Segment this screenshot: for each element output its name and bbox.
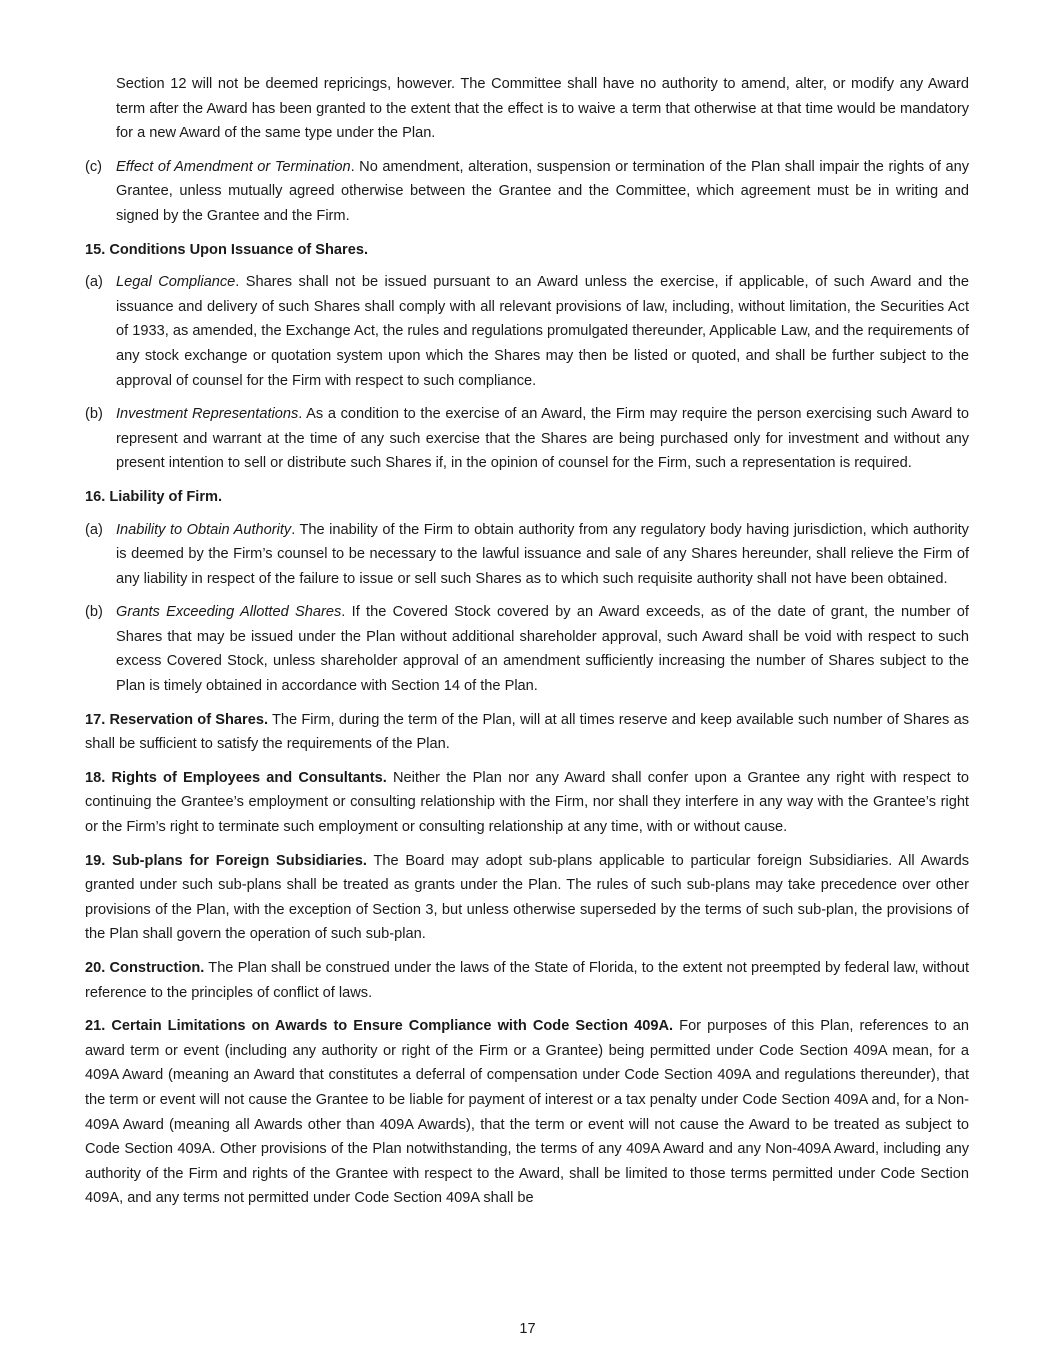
section-text: The Firm, during the term of the Plan, will at all times reserve and keep available such number of Shares as shall be sufficient to satisfy the requirements of the Plan. [85,711,969,753]
item-body [116,155,969,229]
item-text: . As a condition to the exercise of an Award, the Firm may require the person exercising such Award to represent and warrant at the time of any such exercise that the Shares are being purchased only for investment and without any present intention to sell or distribute such Shares if, in the opinion of counsel for the Firm, such a representation is required. [116,406,969,472]
item-text: . The inability of the Firm to obtain authority from any regulatory body having jurisdiction, which authority is deemed by the Firm’s counsel to be necessary to the lawful issuance and sale of any Shares hereunder, shall relieve the Firm of any liability in respect of the failure to issue or sell such Shares as to which such requisite authority shall not have been obtained. [116,521,969,587]
section-18 [85,766,969,840]
item-title: Effect of Amendment or Termination [116,158,351,175]
document-page [85,72,969,1218]
section-21 [85,1014,969,1211]
section-title: 18. Rights of Employees and Consultants. [85,769,387,786]
section-title: 19. Sub-plans for Foreign Subsidiaries. [85,852,367,869]
item-14c [85,155,969,229]
item-15b [85,402,969,476]
section-text: The Board may adopt sub-plans applicable to particular foreign Subsidiaries. All Awards granted under such sub-plans shall be treated as grants under the Plan. The rules of such sub-plans may take precedence over other provisions of the Plan, with the exception of Section 3, but unless otherwise superseded by the terms of such sub-plan, the provisions of the Plan shall govern the operation of such sub-plan. [85,852,969,943]
item-body [116,518,969,592]
item-text: . Shares shall not be issued pursuant to an Award unless the exercise, if applicable, of such Award and the issuance and delivery of such Shares shall comply with all relevant provisions of law, including, without limitation, the Securities Act of 1933, as amended, the Exchange Act, the rules and regulations promulgated thereunder, Applicable Law, and the requirements of any stock exchange or quotation system upon which the Shares may then be listed or quoted, and shall be further subject to the approval of counsel for the Firm with respect to such compliance. [116,274,969,389]
item-title: Legal Compliance [116,274,236,291]
item-marker: (a) [85,274,103,291]
section-text: The Plan shall be construed under the laws of the State of Florida, to the extent not preempted by federal law, without reference to the principles of conflict of laws. [85,960,969,1001]
section-19 [85,849,969,947]
item-title: Grants Exceeding Allotted Shares [116,604,342,621]
item-body [116,600,969,698]
section-16-heading: 16. Liability of Firm. [85,488,223,505]
item-title: Investment Representations [116,406,299,423]
item-15a [85,270,969,393]
item-text: . No amendment, alteration, suspension or termination of the Plan shall impair the rights of any Grantee, unless mutually agreed otherwise between the Grantee and the Committee, which agreement must be in writing and signed by the Grantee and the Firm. [116,158,969,224]
item-body [116,402,969,476]
section-15-heading: 15. Conditions Upon Issuance of Shares. [85,241,369,258]
section-text: Neither the Plan nor any Award shall confer upon a Grantee any right with respect to continuing the Grantee’s employment or consulting relationship with the Firm, nor shall they interfere in any way with the Grantee’s right or the Firm’s right to terminate such employment or consulting relationship at any time, with or without cause. [85,769,969,836]
item-body [116,270,969,393]
section-title: 17. Reservation of Shares. [85,711,269,728]
page-number: 17 [519,1321,536,1337]
item-marker: (c) [85,158,103,175]
item-text: . If the Covered Stock covered by an Award exceeds, as of the date of grant, the number of Shares that may be issued under the Plan without additional shareholder approval, such Award shall be void with respect to such excess Covered Stock, unless shareholder approval of an amendment sufficiently increasing the number of Shares subject to the Plan is timely obtained in accordance with Section 14 of the Plan. [116,604,969,695]
section-20 [85,956,969,1005]
continuation-paragraph: Section 12 will not be deemed repricings, however. The Committee shall have no authority to amend, alter, or modify any Award term after the Award has been granted to the extent that the effect is to waive a term that otherwise at that time would be mandatory for a new Award of the same type under the Plan. [116,76,969,142]
item-16b [85,600,969,698]
section-title: 21. Certain Limitations on Awards to Ensure Compliance with Code Section 409A. [85,1018,674,1035]
item-marker: (a) [85,521,103,538]
item-title: Inability to Obtain Authority [116,521,292,538]
section-17 [85,708,969,757]
item-16a [85,518,969,592]
item-marker: (b) [85,604,103,621]
item-marker: (b) [85,406,103,423]
section-title: 20. Construction. [85,960,205,976]
section-text: For purposes of this Plan, references to an award term or event (including any authority or right of the Firm or a Grantee) being permitted under Code Section 409A mean, for a 409A Award (meaning an Award that constitutes a deferral of compensation under Code Section 409A and regulations thereunder), that the term or event will not cause the Grantee to be liable for payment of interest or a tax penalty under Code Section 409A and, for a Non-409A Award (meaning all Awards other than 409A Awards), that the term or event will not cause the Award to be treated as subject to Code Section 409A. Other provisions of the Plan notwithstanding, the terms of any 409A Award and any Non-409A Award, including any authority of the Firm and rights of the Grantee with respect to the Award, shall be limited to those terms permitted under Code Section 409A, and any terms not permitted under Code Section 409A shall be [85,1018,969,1207]
